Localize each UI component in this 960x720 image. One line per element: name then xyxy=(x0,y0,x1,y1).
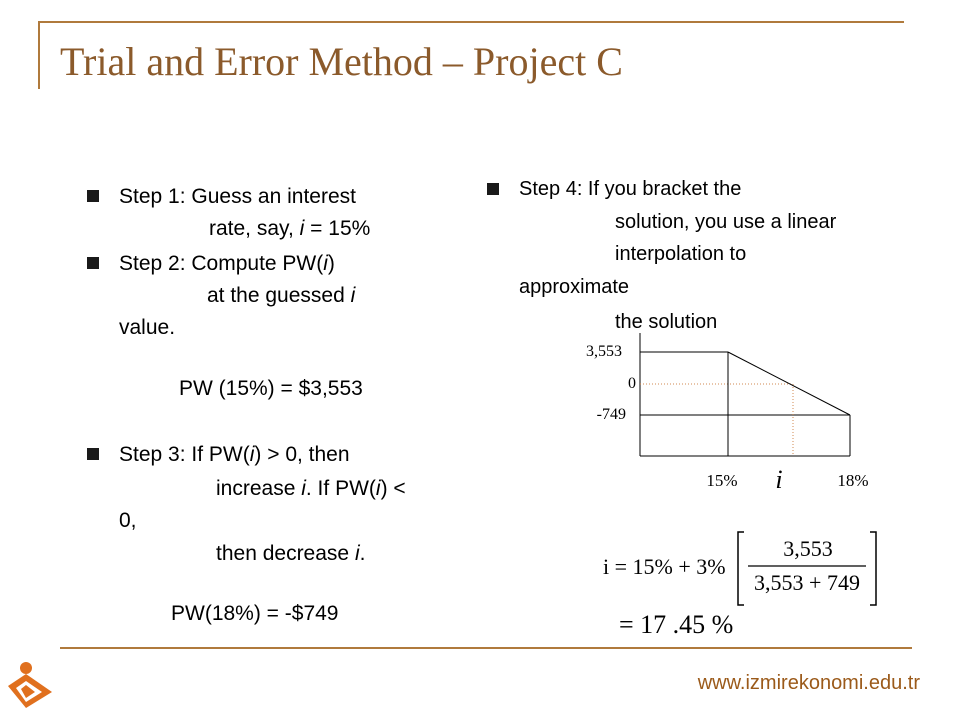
step4-line2: solution, you use a linear xyxy=(615,211,837,233)
formula-right-bracket xyxy=(870,532,876,605)
bullet-step1 xyxy=(87,190,99,202)
bullet-step3 xyxy=(87,448,99,460)
step4-line5: the solution xyxy=(615,311,718,333)
step4-line4: approximate xyxy=(519,276,630,298)
step2-line3: value. xyxy=(119,316,176,339)
step4-line3: interpolation to xyxy=(615,243,747,265)
step3-line1: Step 3: If PW(i) > 0, then xyxy=(119,443,350,466)
step2-line2: at the guessed i xyxy=(207,284,356,307)
graph-interpolation-line xyxy=(728,352,850,415)
graph-label-zero: 0 xyxy=(628,375,636,392)
step3-line3: 0, xyxy=(119,509,137,532)
step1-line1: Step 1: Guess an interest xyxy=(119,185,356,208)
university-logo-icon xyxy=(2,654,62,710)
step3-line4: then decrease i. xyxy=(216,542,366,565)
bullet-step4 xyxy=(487,183,499,195)
bullet-step2 xyxy=(87,257,99,269)
formula-numerator: 3,553 xyxy=(783,536,833,561)
left-frame-rule xyxy=(38,21,40,89)
formula-left-bracket xyxy=(738,532,744,605)
pw-18-value: PW(18%) = -$749 xyxy=(171,602,339,625)
top-frame-rule xyxy=(38,21,904,23)
formula-result: = 17 .45 % xyxy=(619,610,734,639)
graph-label-3553: 3,553 xyxy=(586,343,622,360)
step4-line1: Step 4: If you bracket the xyxy=(519,178,742,200)
graph-label-15pct: 15% xyxy=(706,471,738,490)
bottom-rule xyxy=(60,647,912,649)
formula-denominator: 3,553 + 749 xyxy=(754,570,860,595)
step2-line1: Step 2: Compute PW(i) xyxy=(119,252,335,275)
formula-lhs: i = 15% + 3% xyxy=(603,554,726,579)
step1-line2: rate, say, i = 15% xyxy=(209,217,371,240)
footer-url[interactable]: www.izmirekonomi.edu.tr xyxy=(697,672,920,694)
graph-label-749: -749 xyxy=(596,406,626,423)
graph-axis-symbol-i: i xyxy=(775,465,783,494)
pw-15-value: PW (15%) = $3,553 xyxy=(179,377,363,400)
graph-label-18pct: 18% xyxy=(837,471,869,490)
step3-line2: increase i. If PW(i) < xyxy=(216,477,406,500)
slide-title: Trial and Error Method – Project C xyxy=(60,39,623,84)
